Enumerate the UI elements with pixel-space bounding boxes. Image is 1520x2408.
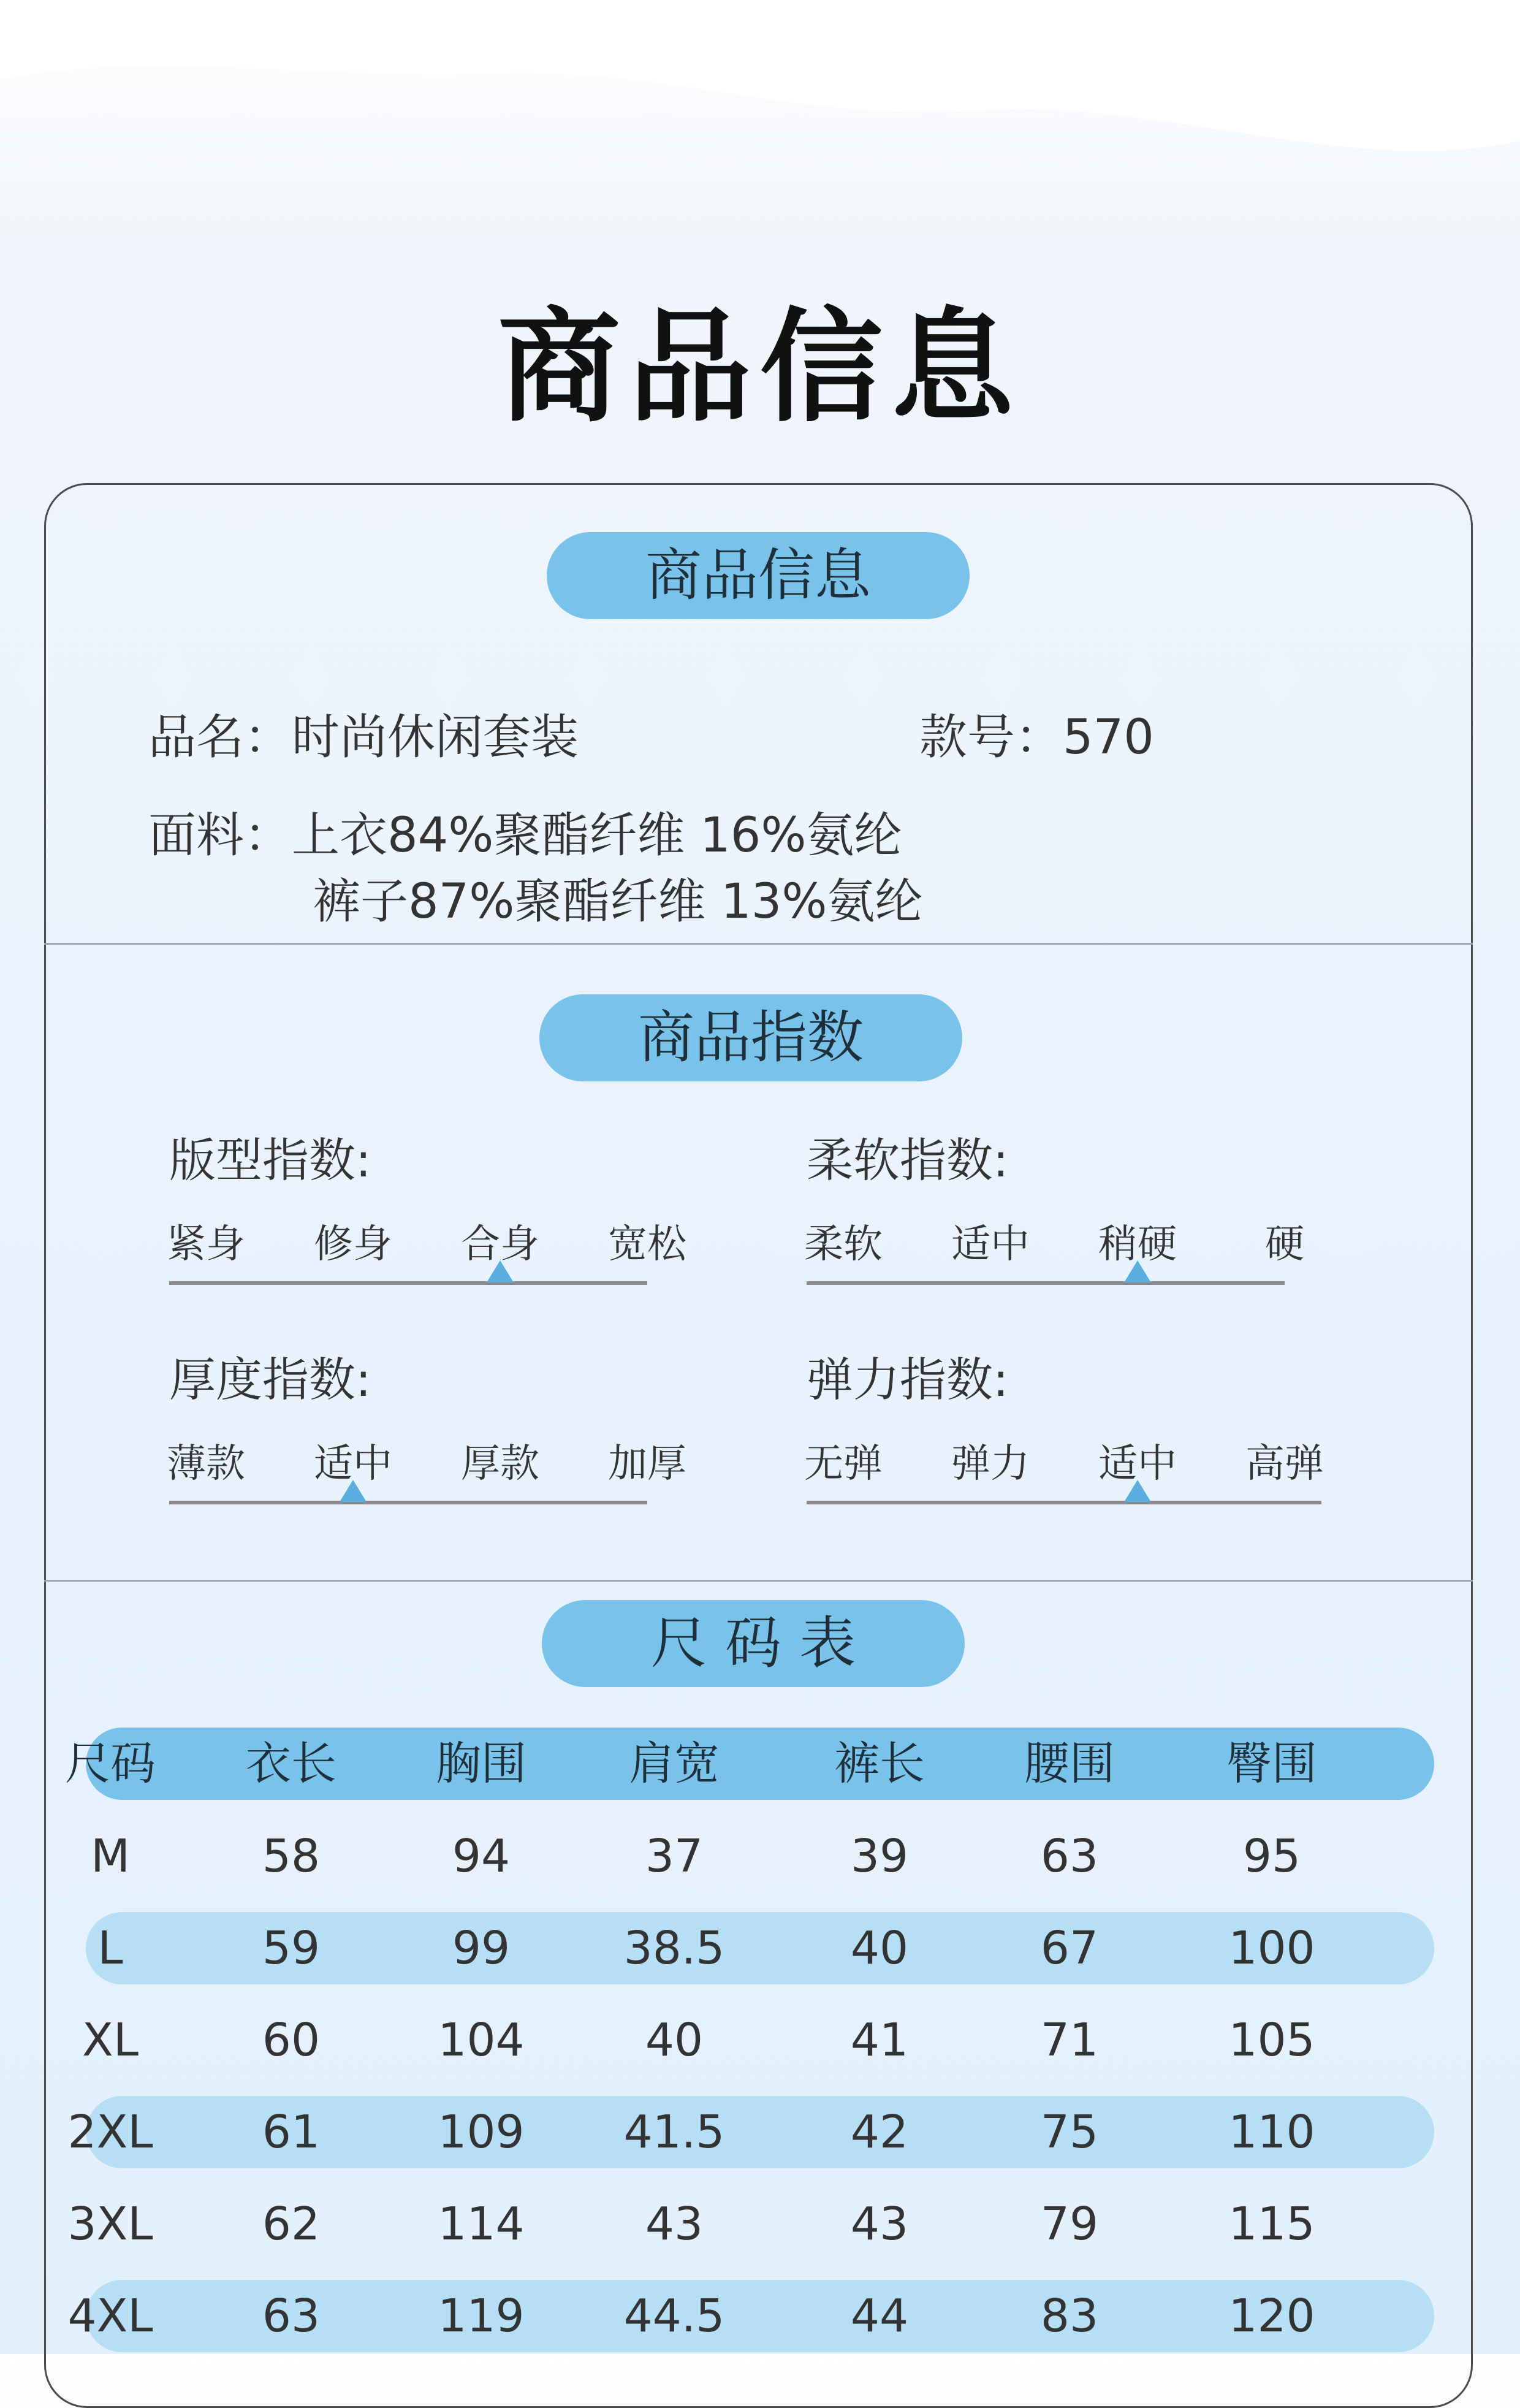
- scale-level-level-3: 稍硬: [1098, 1222, 1177, 1267]
- cell-waist: 75: [1040, 2106, 1099, 2158]
- style-number-row: [919, 699, 1154, 768]
- cell-size: 2XL: [67, 2106, 153, 2158]
- table-row: [86, 1820, 1434, 1892]
- product-name-label: 品名：: [148, 710, 292, 765]
- cell-size: 4XL: [67, 2290, 153, 2342]
- cell-chest: 104: [438, 2014, 525, 2067]
- cell-shoulder: 37: [645, 1830, 704, 1883]
- column-header-hip: 臀围: [1226, 1737, 1317, 1790]
- cell-shoulder: 43: [645, 2198, 704, 2250]
- style-number-value: 570: [1063, 710, 1154, 765]
- cell-chest: 114: [438, 2198, 525, 2250]
- cell-size: M: [91, 1830, 130, 1883]
- scale-level-level-3: 适中: [1098, 1441, 1177, 1487]
- table-row: [67, 2280, 1434, 2352]
- cell-shoulder: 44.5: [623, 2290, 725, 2342]
- column-header-shoulder: 肩宽: [629, 1737, 720, 1790]
- scale-line: [807, 1501, 1321, 1504]
- table-row: [67, 2188, 1434, 2260]
- cell-waist: 71: [1040, 2014, 1099, 2067]
- scale-line: [807, 1281, 1285, 1285]
- cell-length: 61: [262, 2106, 321, 2158]
- section-divider: [44, 1580, 1473, 1582]
- table-header-row: [65, 1728, 1434, 1800]
- style-number-label: 款号：: [919, 710, 1063, 765]
- cell-length: 63: [262, 2290, 321, 2342]
- decorative-wave: [0, 0, 1520, 184]
- cell-length: 58: [262, 1830, 321, 1883]
- scale-level-level-3: 厚款: [461, 1441, 539, 1487]
- cell-hip: 100: [1228, 1922, 1315, 1975]
- scale-level-level-2: 修身: [314, 1222, 392, 1267]
- column-header-length: 衣长: [246, 1737, 336, 1790]
- cell-chest: 109: [438, 2106, 525, 2158]
- scale-level-level-4: 宽松: [608, 1222, 686, 1267]
- cell-hip: 105: [1228, 2014, 1315, 2067]
- fabric-top-value: 上衣84%聚酯纤维 16%氨纶: [292, 808, 902, 863]
- column-header-waist: 腰围: [1024, 1737, 1115, 1790]
- cell-pants-length: 40: [850, 1922, 909, 1975]
- scale-level-level-1: 无弹: [804, 1441, 883, 1487]
- table-row: [86, 1912, 1434, 1984]
- cell-hip: 115: [1228, 2198, 1315, 2250]
- scale-level-level-4: 高弹: [1245, 1441, 1324, 1487]
- cell-hip: 120: [1228, 2290, 1315, 2342]
- table-row: [82, 2004, 1434, 2076]
- cell-size: 3XL: [67, 2198, 153, 2250]
- cell-chest: 119: [438, 2290, 525, 2342]
- scale-level-level-4: 加厚: [608, 1441, 686, 1487]
- scale-level-level-2: 弹力: [951, 1441, 1030, 1487]
- scale-line: [169, 1501, 647, 1504]
- scale-level-level-3: 合身: [461, 1222, 539, 1267]
- size-chart-header: 尺 码 表: [542, 1600, 965, 1687]
- cell-hip: 95: [1242, 1830, 1301, 1883]
- thickness-index-label: 厚度指数:: [169, 1352, 371, 1407]
- cell-size: XL: [82, 2014, 139, 2067]
- cell-hip: 110: [1228, 2106, 1315, 2158]
- product-name-row: [148, 699, 579, 768]
- cell-chest: 99: [452, 1922, 511, 1975]
- column-header-size: 尺码: [65, 1737, 156, 1790]
- fit-index-label: 版型指数:: [169, 1133, 371, 1187]
- scale-level-level-2: 适中: [951, 1222, 1030, 1267]
- section-divider: [44, 943, 1473, 945]
- elasticity-index-scale: [804, 1432, 1324, 1518]
- cell-waist: 79: [1040, 2198, 1099, 2250]
- scale-level-level-4: 硬: [1265, 1222, 1304, 1267]
- scale-marker-triangle-icon: [1124, 1480, 1151, 1502]
- product-index-header: 商品指数: [539, 994, 962, 1081]
- cell-shoulder: 38.5: [623, 1922, 725, 1975]
- scale-line: [169, 1281, 647, 1285]
- scale-level-level-2: 适中: [314, 1441, 392, 1487]
- cell-pants-length: 39: [850, 1830, 909, 1883]
- table-row: [67, 2096, 1434, 2168]
- scale-marker-triangle-icon: [340, 1480, 367, 1502]
- scale-marker-triangle-icon: [1124, 1260, 1151, 1282]
- column-header-chest: 胸围: [436, 1737, 526, 1790]
- cell-waist: 63: [1040, 1830, 1099, 1883]
- cell-size: L: [97, 1922, 123, 1975]
- elasticity-index-label: 弹力指数:: [807, 1352, 1009, 1407]
- cell-length: 60: [262, 2014, 321, 2067]
- fit-index-scale: [167, 1213, 686, 1298]
- column-header-pants-length: 裤长: [834, 1737, 925, 1790]
- cell-pants-length: 41: [850, 2014, 909, 2067]
- cell-chest: 94: [452, 1830, 511, 1883]
- softness-index-label: 柔软指数:: [807, 1133, 1009, 1187]
- cell-shoulder: 40: [645, 2014, 704, 2067]
- cell-pants-length: 42: [850, 2106, 909, 2158]
- softness-index-scale: [804, 1213, 1304, 1298]
- cell-length: 62: [262, 2198, 321, 2250]
- fabric-label: 面料：: [148, 808, 292, 863]
- thickness-index-scale: [167, 1432, 686, 1518]
- fabric-pants-value: 裤子87%聚酯纤维 13%氨纶: [313, 874, 923, 929]
- product-name-value: 时尚休闲套装: [292, 710, 579, 765]
- page-title: 商品信息: [497, 296, 1022, 439]
- cell-waist: 67: [1040, 1922, 1099, 1975]
- fabric-row: [148, 797, 902, 866]
- scale-marker-triangle-icon: [487, 1260, 514, 1282]
- cell-waist: 83: [1040, 2290, 1099, 2342]
- scale-level-level-1: 紧身: [167, 1222, 245, 1267]
- cell-shoulder: 41.5: [623, 2106, 725, 2158]
- scale-level-level-1: 薄款: [167, 1441, 245, 1487]
- product-info-header: 商品信息: [547, 532, 970, 619]
- cell-length: 59: [262, 1922, 321, 1975]
- cell-pants-length: 43: [850, 2198, 909, 2250]
- scale-level-level-1: 柔软: [804, 1222, 883, 1267]
- cell-pants-length: 44: [850, 2290, 909, 2342]
